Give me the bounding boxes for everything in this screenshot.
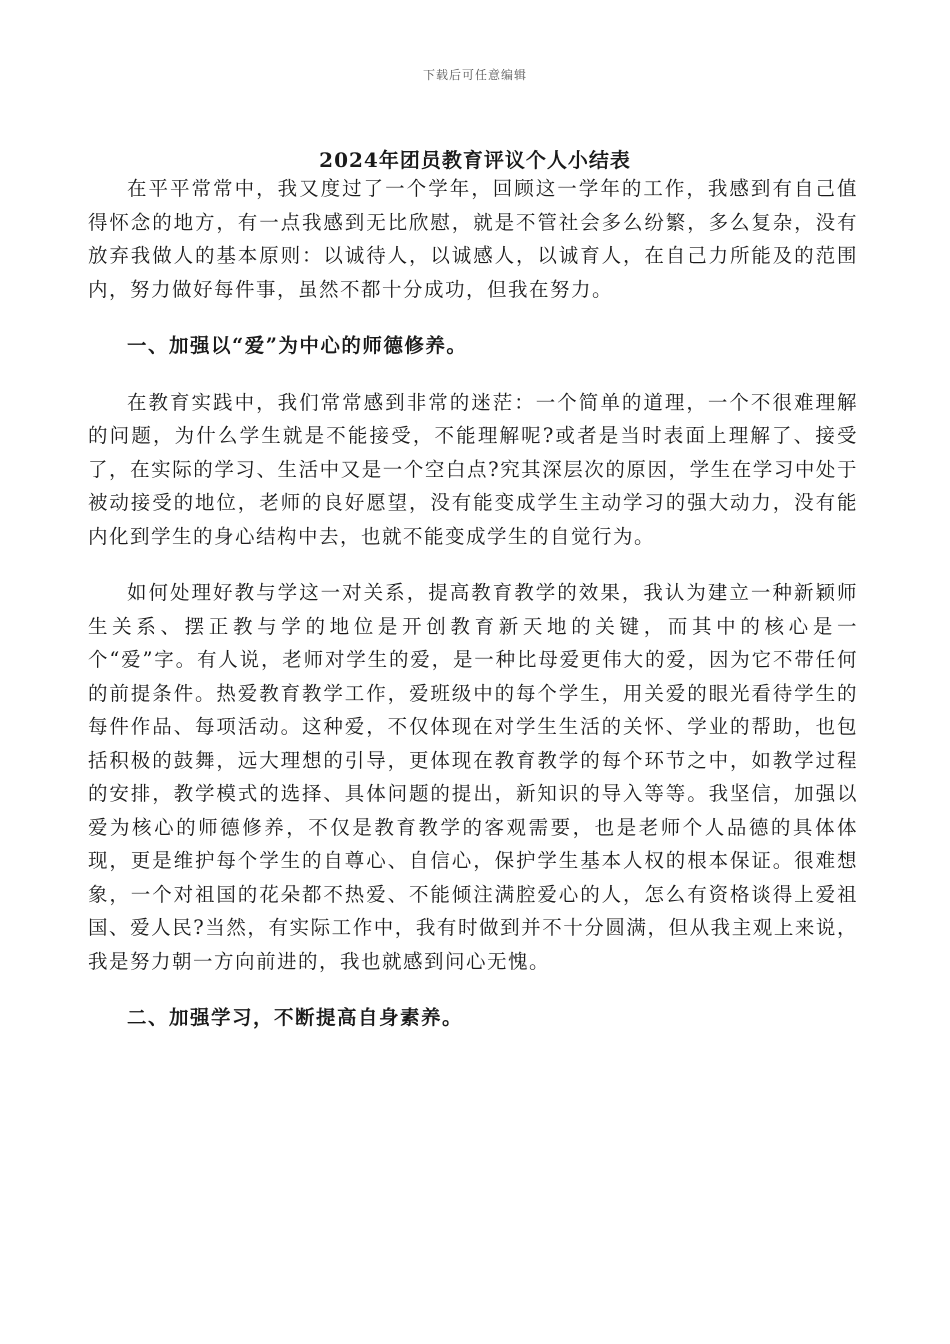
section1-paragraph-2: 如何处理好教与学这一对关系，提高教育教学的效果，我认为建立一种新颖师生关系、摆正教与学的地位是开创教育新天地的关键，而其中的核心是一个“爱”字。有人说，老师对学生的爱，是一种比母爱更伟大的爱，因为它不带任何的前提条件。热爱教育教学工作，爱班级中的每个学生，用关爱的眼光看待学生的每件作品、每项活动。这种爱，不仅体现在对学生生活的关怀、学业的帮助，也包括积极的鼓舞，远大理想的引导，更体现在教育教学的每个环节之中，如教学过程的安排，教学模式的选择、具体问题的提出，新知识的导入等等。我坚信，加强以爱为核心的师德修养，不仅是教育教学的客观需要，也是老师个人品德的具体体现，更是维护每个学生的自尊心、自信心，保护学生基本人权的根本保证。很难想象，一个对祖国的花朵都不热爱、不能倾注满腔爱心的人，怎么有资格谈得上爱祖国、爱人民?当然，有实际工作中，我有时做到并不十分圆满，但从我主观上来说，我是努力朝一方向前进的，我也就感到问心无愧。 [88, 581, 858, 973]
document-title: 2024年团员教育评议个人小结表 [319, 148, 631, 172]
document-body [88, 172, 858, 1058]
section-heading-1: 一、加强以“爱”为中心的师德修养。 [127, 334, 468, 357]
section1-paragraph-1: 在教育实践中，我们常常感到非常的迷茫：一个简单的道理，一个不很难理解的问题，为什么学生就是不能接受，不能理解呢?或者是当时表面上理解了、接受了，在实际的学习、生活中又是一个空白点?究其深层次的原因，学生在学习中处于被动接受的地位，老师的良好愿望，没有能变成学生主动学习的强大动力，没有能内化到学生的身心结构中去，也就不能变成学生的自觉行为。 [88, 390, 858, 548]
intro-paragraph: 在平平常常中，我又度过了一个学年，回顾这一学年的工作，我感到有自己值得怀念的地方，有一点我感到无比欣慰，就是不管社会多么纷繁，多么复杂，没有放弃我做人的基本原则：以诚待人，以诚感人，以诚育人，在自己力所能及的范围内，努力做好每件事，虽然不都十分成功，但我在努力。 [88, 177, 858, 301]
section-heading-2: 二、加强学习，不断提高自身素养。 [127, 1006, 464, 1029]
header-note: 下载后可任意编辑 [422, 68, 527, 82]
